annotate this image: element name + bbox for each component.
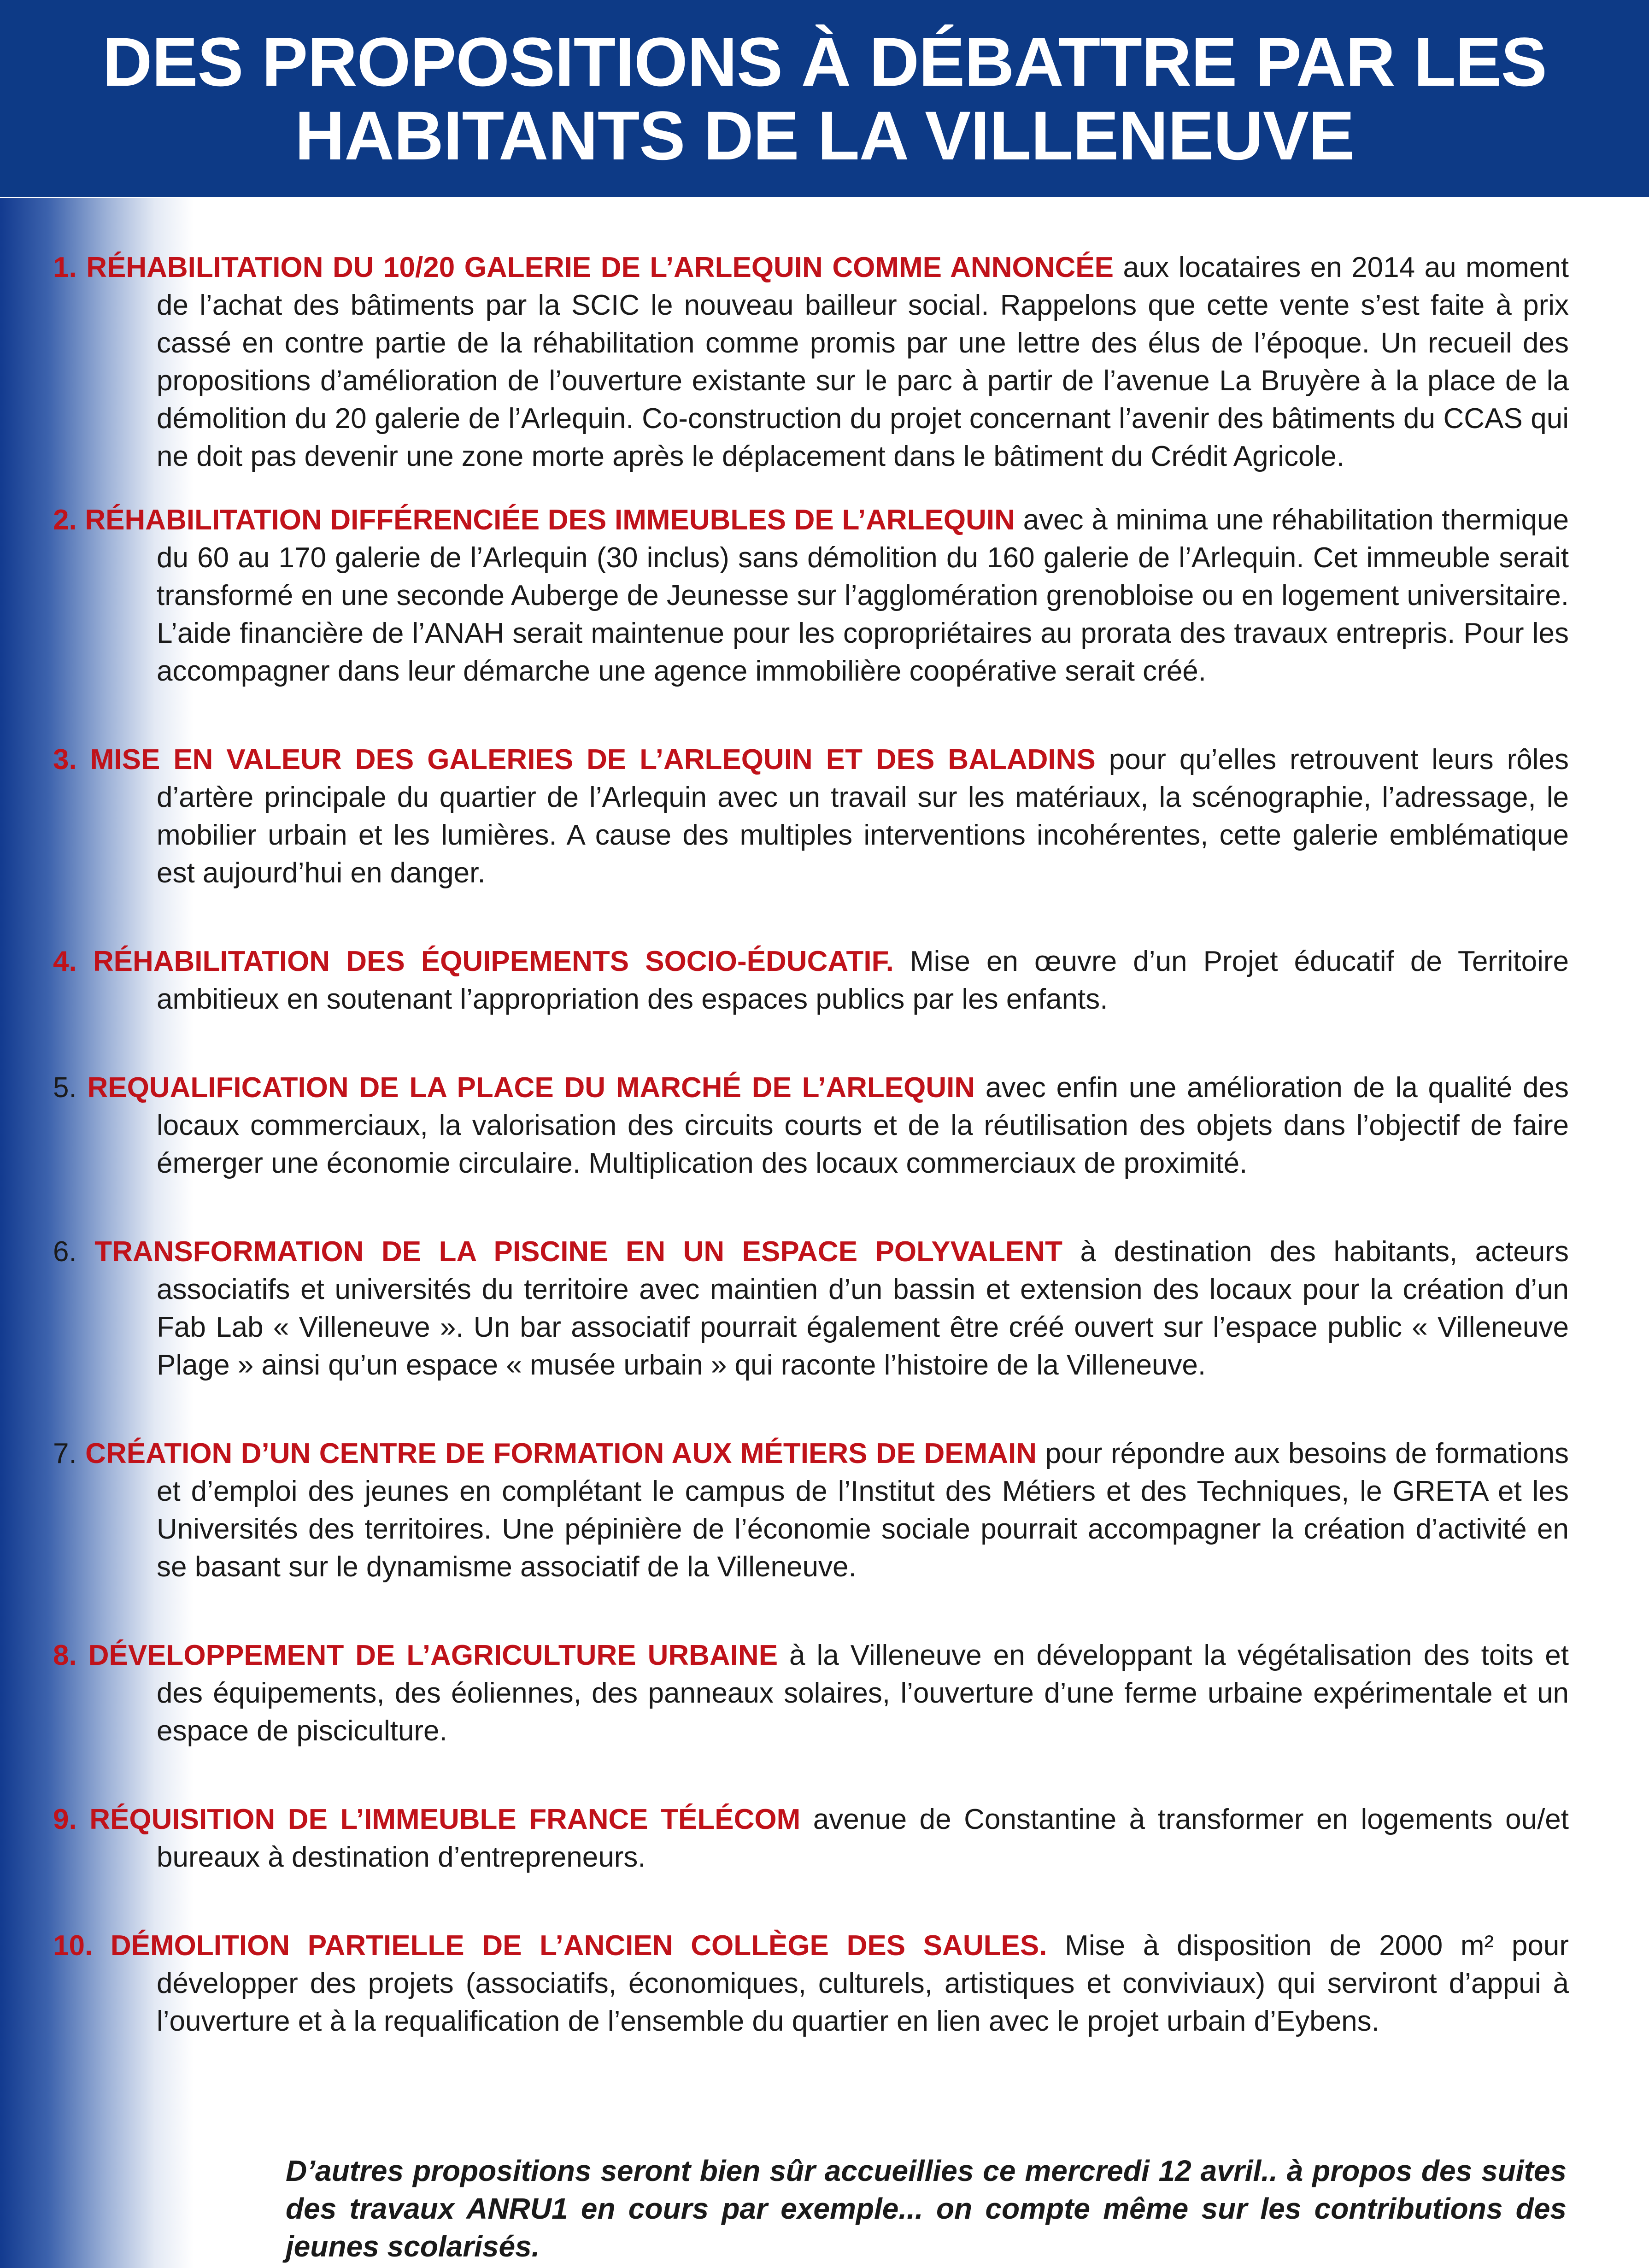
proposals-list: [53, 249, 1569, 2040]
proposal-text: avenue de Constantine à transformer en logements ou/et bureaux à destination d’entrepreneurs.: [157, 1804, 1569, 1873]
proposal-heading: RÉQUISITION DE L’IMMEUBLE FRANCE TÉLÉCOM: [89, 1804, 801, 1835]
proposal-text: à la Villeneuve en développant la végétalisation des toits et des équipements, des éoliennes, des panneaux solaires, l’ouverture d’une ferme urbaine expérimentale et un espace de pisciculture.: [157, 1639, 1569, 1747]
proposal-number: 7.: [53, 1438, 77, 1469]
proposal-number: 5.: [53, 1072, 77, 1104]
proposal-heading: CRÉATION D’UN CENTRE DE FORMATION AUX MÉTIERS DE DEMAIN: [85, 1438, 1037, 1469]
proposal-text: avec à minima une réhabilitation thermique du 60 au 170 galerie de l’Arlequin (30 inclus) sans démolition du 160 galerie de l’Arlequin. Cet immeuble serait transformé en une seconde Auberge de Jeunesse sur l’agglomération grenobloise ou en logement universitaire. L’aide financière de l’ANAH serait maintenue pour les copropriétaires au prorata des travaux entrepris. Pour les accompagner dans leur démarche une agence immobilière coopérative serait créé.: [157, 504, 1569, 687]
proposal-number: 10.: [53, 1930, 93, 1962]
proposal-text: à destination des habitants, acteurs associatifs et universités du territoire avec maintien d’un bassin et extension des locaux pour la création d’un Fab Lab « Villeneuve ». Un bar associatif pourrait également être créé ouvert sur l’espace public « Villeneuve Plage » ainsi qu’un espace « musée urbain » qui raconte l’histoire de la Villeneuve.: [157, 1236, 1569, 1381]
proposal-heading: REQUALIFICATION DE LA PLACE DU MARCHÉ DE L’ARLEQUIN: [87, 1072, 975, 1104]
title-banner: [0, 0, 1649, 197]
proposal-text: avec enfin une amélioration de la qualité des locaux commerciaux, la valorisation des circuits courts et de la réutilisation des objets dans l’objectif de faire émerger une économie circulaire. Multiplication des locaux commerciaux de proximité.: [157, 1072, 1569, 1179]
proposal-number: 8.: [53, 1639, 77, 1671]
proposal-text: Mise à disposition de 2000 m² pour développer des projets (associatifs, économiques, culturels, artistiques et conviviaux) qui serviront d’appui à l’ouverture et à la requalification de l’ensemble du quartier en lien avec le projet urbain d’Eybens.: [157, 1930, 1569, 2037]
proposal-item-7: [53, 1435, 1569, 1586]
proposal-text: pour répondre aux besoins de formations et d’emploi des jeunes en complétant le campus de l’Institut des Métiers et des Techniques, le GRETA et les Universités des territoires. Une pépinière de l’économie sociale pourrait accompagner la création d’activité en se basant sur le dynamisme associatif de la Villeneuve.: [157, 1438, 1569, 1583]
proposal-item-6: [53, 1233, 1569, 1384]
proposal-heading: DÉMOLITION PARTIELLE DE L’ANCIEN COLLÈGE DES SAULES.: [110, 1930, 1047, 1962]
proposal-item-1: [53, 249, 1569, 476]
proposal-number: 4.: [53, 946, 77, 977]
proposal-item-4: [53, 943, 1569, 1018]
proposal-text: Mise en œuvre d’un Projet éducatif de Territoire ambitieux en soutenant l’appropriation des espaces publics par les enfants.: [157, 946, 1569, 1015]
proposal-heading: RÉHABILITATION DIFFÉRENCIÉE DES IMMEUBLES DE L’ARLEQUIN: [85, 504, 1015, 536]
page-title: DES PROPOSITIONS À DÉBATTRE PAR LES HABITANTS DE LA VILLENEUVE: [102, 23, 1547, 174]
proposal-heading: RÉHABILITATION DU 10/20 GALERIE DE L’ARLEQUIN COMME ANNONCÉE: [86, 252, 1114, 283]
proposal-number: 1.: [53, 252, 77, 283]
proposal-number: 9.: [53, 1804, 77, 1835]
proposal-item-2: [53, 501, 1569, 690]
proposal-item-8: [53, 1637, 1569, 1750]
proposal-item-3: [53, 741, 1569, 892]
proposal-item-10: [53, 1927, 1569, 2040]
proposal-number: 6.: [53, 1236, 77, 1268]
closing-note: D’autres propositions seront bien sûr accueillies ce mercredi 12 avril.. à propos des suites des travaux ANRU1 en cours par exemple... on compte même sur les contributions des jeunes scolarisés.: [286, 2154, 1567, 2263]
proposal-text: pour qu’elles retrouvent leurs rôles d’artère principale du quartier de l’Arlequin avec un travail sur les matériaux, la scénographie, l’adressage, le mobilier urbain et les lumières. A cause des multiples interventions incohérentes, cette galerie emblématique est aujourd’hui en danger.: [157, 744, 1569, 889]
proposal-heading: TRANSFORMATION DE LA PISCINE EN UN ESPACE POLYVALENT: [94, 1236, 1063, 1268]
proposal-item-9: [53, 1801, 1569, 1876]
proposal-text: aux locataires en 2014 au moment de l’achat des bâtiments par la SCIC le nouveau bailleur social. Rappelons que cette vente s’est faite à prix cassé en contre partie de la réhabilitation comme promis par une lettre des élus de l’époque. Un recueil des propositions d’amélioration de l’ouverture existante sur le parc à partir de l’avenue La Bruyère à la place de la démolition du 20 galerie de l’Arlequin. Co-construction du projet concernant l’avenir des bâtiments du CCAS qui ne doit pas devenir une zone morte après le déplacement dans le bâtiment du Crédit Agricole.: [157, 252, 1569, 472]
proposal-item-5: [53, 1069, 1569, 1182]
proposal-number: 3.: [53, 744, 77, 776]
proposal-heading: DÉVELOPPEMENT DE L’AGRICULTURE URBAINE: [88, 1639, 778, 1671]
proposal-heading: RÉHABILITATION DES ÉQUIPEMENTS SOCIO-ÉDUCATIF.: [93, 946, 894, 977]
proposal-number: 2.: [53, 504, 77, 536]
proposal-heading: MISE EN VALEUR DES GALERIES DE L’ARLEQUIN ET DES BALADINS: [90, 744, 1096, 776]
